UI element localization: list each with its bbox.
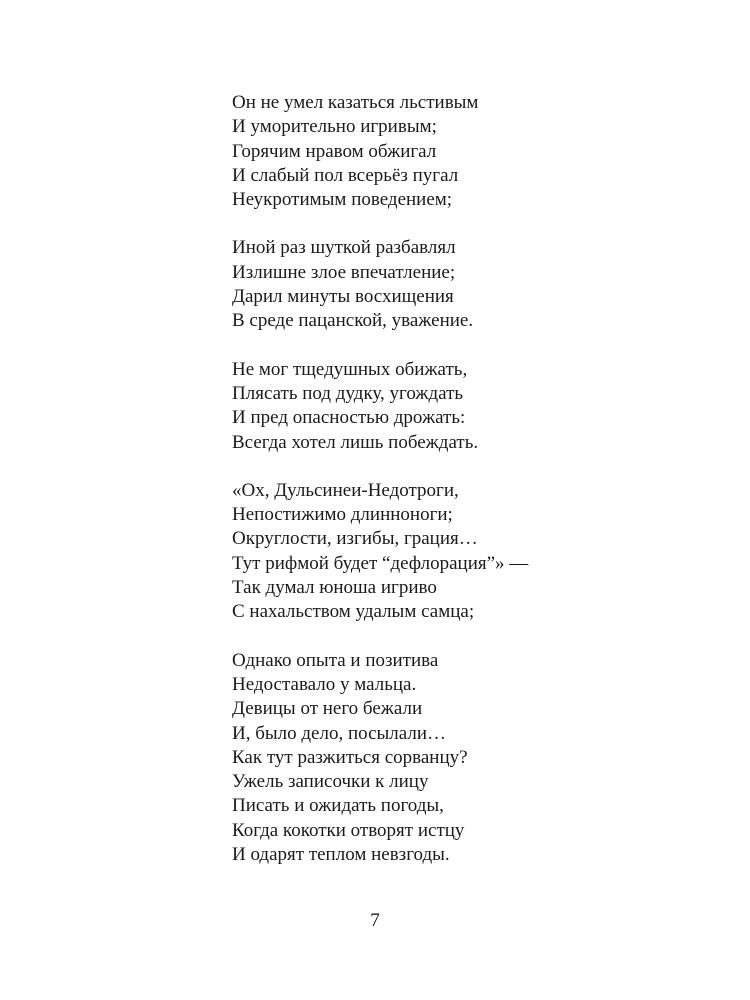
poem-line: Когда кокотки отворят истцу bbox=[232, 819, 465, 841]
poem bbox=[232, 91, 712, 891]
poem-line: Неукротимым поведением; bbox=[232, 189, 453, 211]
poem-line: И одарят теплом невзгоды. bbox=[232, 844, 450, 866]
poem-line: Однако опыта и позитива bbox=[232, 649, 439, 671]
poem-line: Девицы от него бежали bbox=[232, 698, 423, 720]
poem-line: И слабый пол всерьёз пугал bbox=[232, 164, 459, 186]
poem-line: Тут рифмой будет “дефлорация”» — bbox=[232, 552, 529, 574]
poem-line: И, было дело, посылали… bbox=[232, 722, 447, 744]
poem-line: Дарил минуты восхищения bbox=[232, 286, 454, 308]
poem-line: Округлости, изгибы, грация… bbox=[232, 528, 478, 550]
poem-line: Горячим нравом обжигал bbox=[232, 140, 437, 162]
poem-line: Всегда хотел лишь побеждать. bbox=[232, 431, 479, 453]
poem-line: Как тут разжиться сорванцу? bbox=[232, 746, 468, 768]
poem-line: С нахальством удалым самца; bbox=[232, 601, 475, 623]
poem-line: Плясать под дудку, угождать bbox=[232, 382, 464, 404]
stanza-1 bbox=[232, 91, 712, 212]
poem-line: И уморительно игривым; bbox=[232, 116, 437, 138]
stanza-3 bbox=[232, 358, 712, 455]
poem-line: «Ох, Дульсинеи-Недотроги, bbox=[232, 479, 459, 501]
poem-line: Ужель записочки к лицу bbox=[232, 771, 429, 793]
stanza-5 bbox=[232, 649, 712, 868]
poem-line: В среде пацанской, уважение. bbox=[232, 310, 474, 332]
page-number: 7 bbox=[370, 910, 380, 931]
stanza-4 bbox=[232, 479, 712, 625]
poem-line: Недоставало у мальца. bbox=[232, 673, 417, 695]
poem-line: Иной раз шуткой разбавлял bbox=[232, 237, 456, 259]
poem-line: Так думал юноша игриво bbox=[232, 577, 437, 599]
poem-line: Непостижимо длинноноги; bbox=[232, 504, 453, 526]
poem-line: Не мог тщедушных обижать, bbox=[232, 358, 468, 380]
poem-line: И пред опасностью дрожать: bbox=[232, 407, 466, 429]
poem-line: Он не умел казаться льстивым bbox=[232, 92, 479, 113]
poem-line: Писать и ожидать погоды, bbox=[232, 795, 444, 817]
stanza-2 bbox=[232, 236, 712, 333]
poem-line: Излишне злое впечатление; bbox=[232, 261, 456, 283]
